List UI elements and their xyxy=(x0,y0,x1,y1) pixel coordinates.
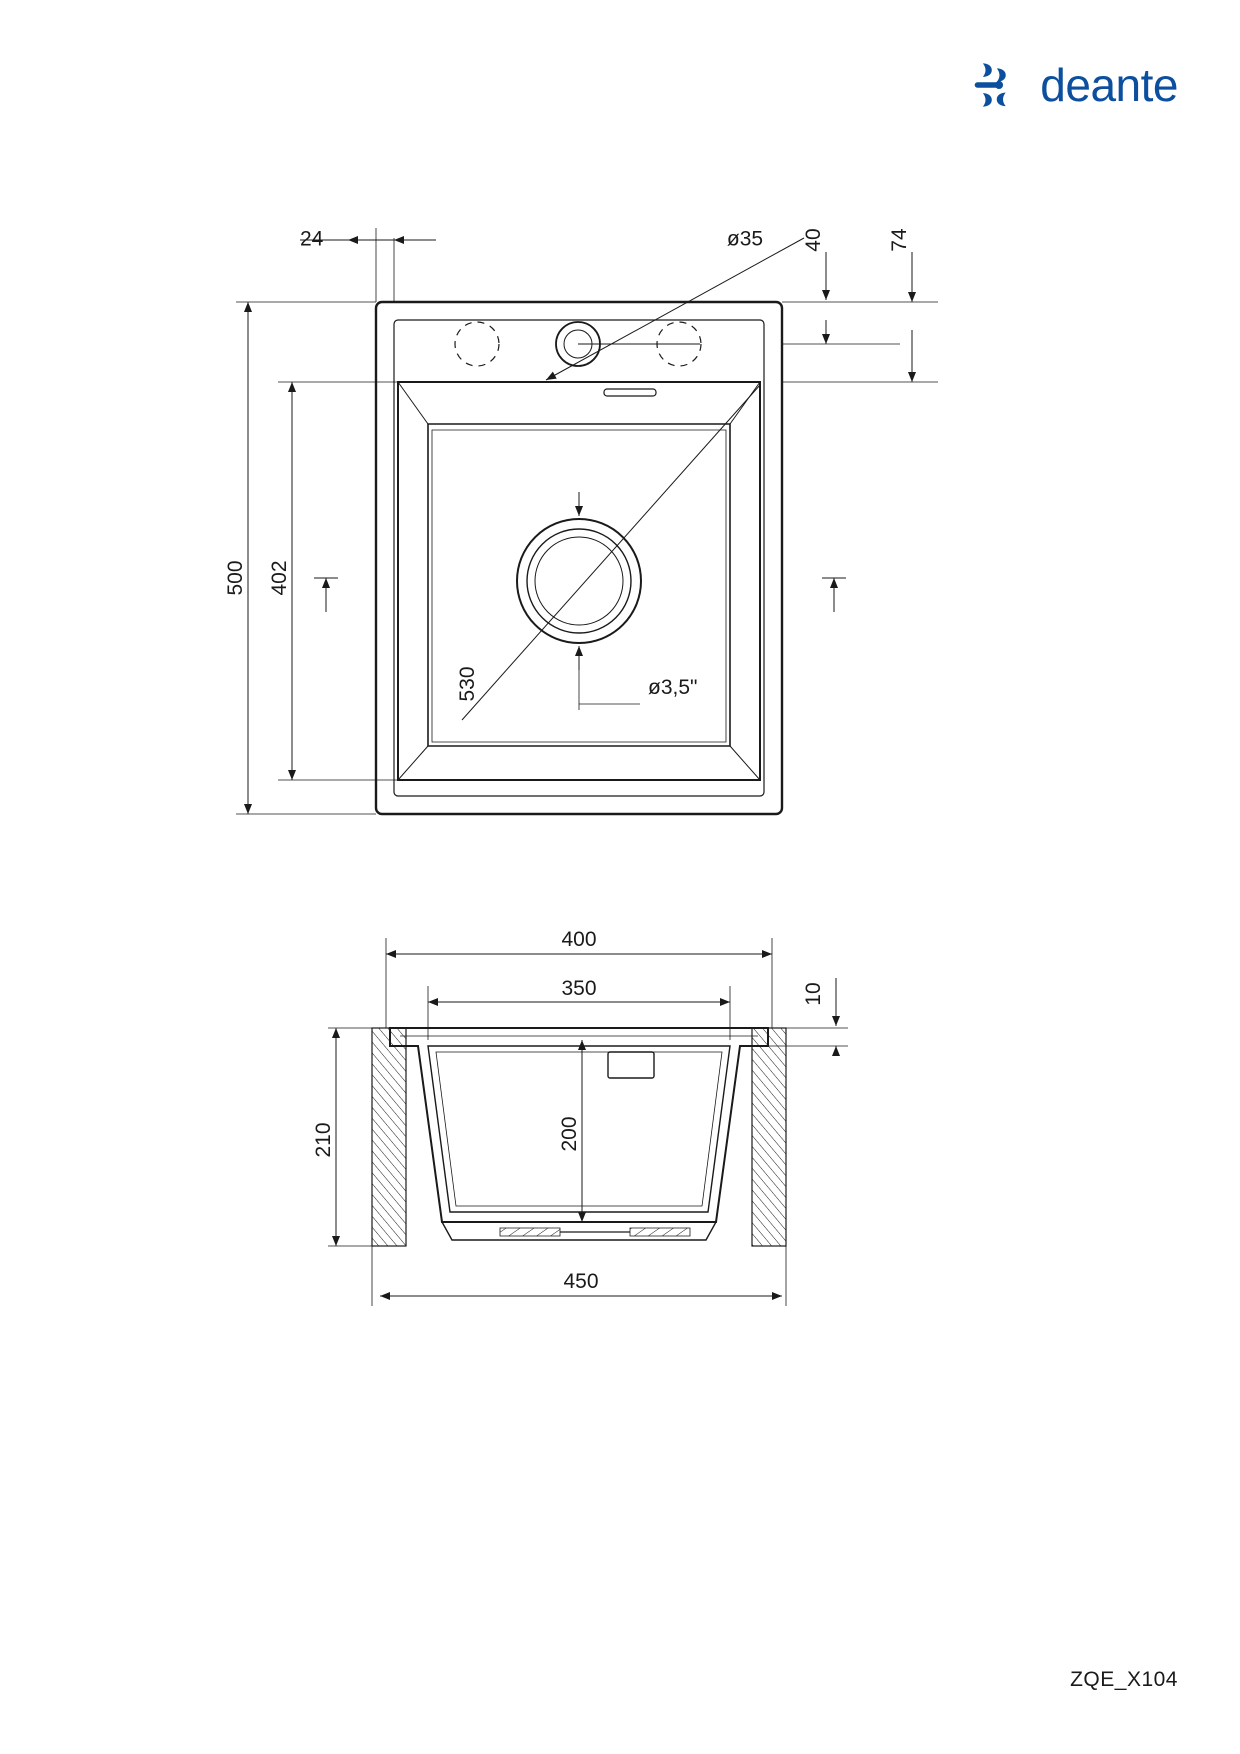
dim-label-drain: ø3,5" xyxy=(648,676,698,699)
dim-label-74: 74 xyxy=(888,228,911,252)
dim-label-400: 400 xyxy=(561,928,597,951)
dim-label-500: 500 xyxy=(224,560,247,596)
countertop-left xyxy=(372,1028,406,1246)
dim-label-350: 350 xyxy=(561,977,597,1000)
drawing-code: ZQE_X104 xyxy=(1070,1668,1178,1691)
diagonal-530 xyxy=(462,385,760,720)
drain-hole xyxy=(517,519,641,643)
dim-label-40: 40 xyxy=(802,228,825,252)
top-view-outline xyxy=(376,302,782,814)
dim-label-d35: ø35 xyxy=(726,227,764,251)
optional-hole-left xyxy=(455,322,499,366)
brand-name: deante xyxy=(1040,59,1178,111)
leader-diameter-35 xyxy=(546,238,804,380)
dim-label-24: 24 xyxy=(300,227,324,251)
top-view-extension-lines xyxy=(236,228,938,814)
countertop-right xyxy=(752,1028,786,1246)
dim-label-200: 200 xyxy=(558,1116,581,1152)
dim-label-450: 450 xyxy=(563,1270,599,1293)
dim-label-10: 10 xyxy=(802,982,825,1006)
section-overflow xyxy=(608,1052,654,1078)
dim-drain xyxy=(579,492,640,710)
top-view-bowl xyxy=(398,382,760,780)
dim-label-530: 530 xyxy=(456,666,479,702)
dim-label-402: 402 xyxy=(268,560,291,596)
dim-label-210: 210 xyxy=(312,1122,335,1158)
overflow-slot xyxy=(604,389,656,396)
